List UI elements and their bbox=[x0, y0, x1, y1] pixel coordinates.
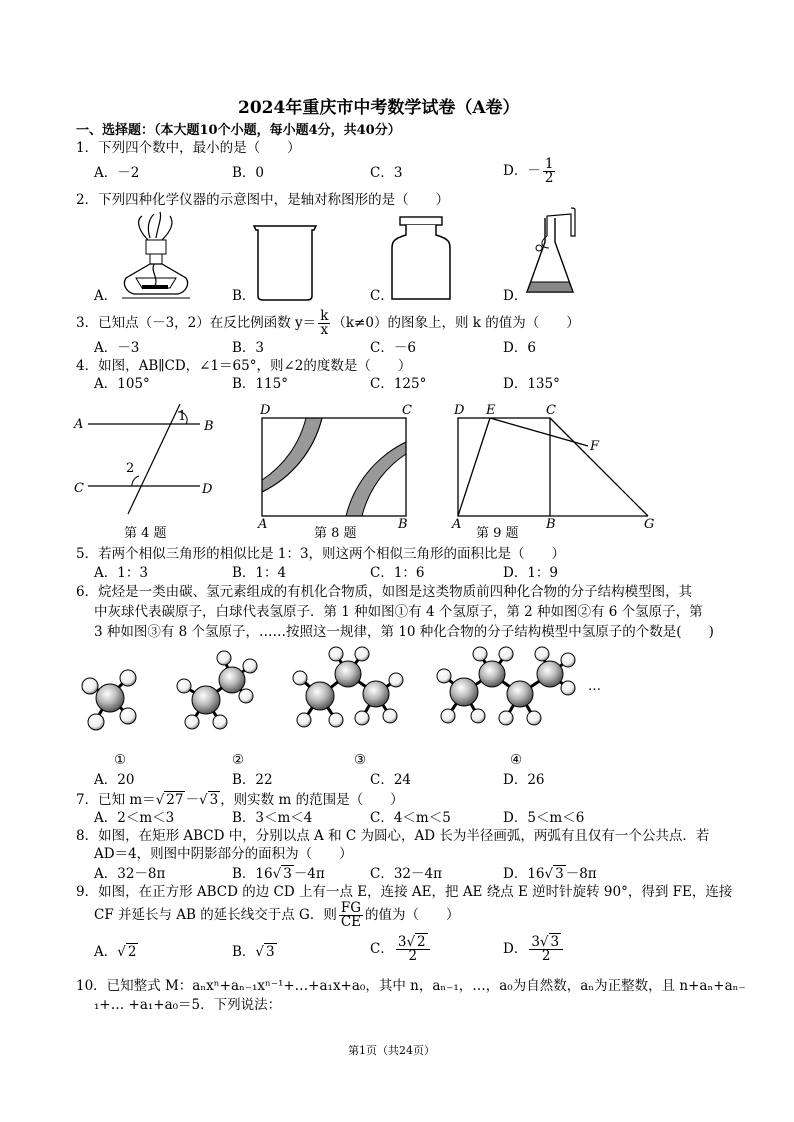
q7-option-a: A．2＜m＜3 bbox=[94, 810, 175, 826]
q9-d-den: 2 bbox=[541, 948, 551, 964]
q6-label-4: ④ bbox=[510, 752, 523, 768]
q9-c-pre: C． bbox=[370, 941, 394, 957]
q6-line-3: 3 种如图③有 8 个氢原子，……按照这一规律，第 10 种化合物的分子结构模型中氢原子的个数是( ) bbox=[94, 624, 714, 640]
q5-option-a: A．1：3 bbox=[94, 565, 148, 581]
q7-stem: 7．已知 m＝√ 27 －√ 3 ，则实数 m 的范围是（ ） bbox=[76, 792, 404, 808]
q8-option-c: C．32－4π bbox=[370, 866, 442, 882]
q9-d-fraction: $\frac{3√ 3}{2}$ bbox=[529, 936, 563, 963]
q9-option-d bbox=[503, 936, 565, 963]
fig4-label-d: D bbox=[202, 482, 213, 497]
q1-stem: 1．下列四个数中，最小的是（ ） bbox=[76, 140, 301, 156]
q9-line-1: 9．如图，在正方形 ABCD 的边 CD 上有一点 E，连接 AE，把 AE 绕点 E 逆时针旋转 90°，得到 FE，连接 bbox=[76, 884, 733, 900]
fig9-label-a: A bbox=[452, 517, 462, 532]
q7-option-d: D．5＜m＜6 bbox=[503, 810, 585, 826]
q9-c-coef: 3 bbox=[397, 934, 407, 950]
q9-line-2 bbox=[94, 902, 460, 929]
conical-flask-figure bbox=[523, 208, 589, 300]
q3-option-b: B．3 bbox=[232, 340, 265, 356]
q9-c-den: 2 bbox=[408, 948, 418, 964]
q1-d-prefix: D．－ bbox=[503, 163, 541, 179]
fig4-label-a: A bbox=[74, 417, 84, 432]
q2-option-c: C． bbox=[370, 288, 394, 304]
q9-option-c bbox=[370, 936, 432, 963]
page-footer: 第1页（共24页） bbox=[348, 1044, 435, 1057]
q3-fraction bbox=[318, 310, 330, 337]
fig4-label-b: B bbox=[204, 419, 214, 434]
molecule-2 bbox=[177, 651, 257, 729]
q8-d-post: －8π bbox=[565, 866, 597, 882]
q7-root-3: 3 bbox=[209, 792, 219, 808]
section-heading: 一、选择题：（本大题10个小题，每小题4分，共40分） bbox=[76, 123, 401, 138]
q9-b-root: 3 bbox=[266, 944, 275, 960]
q3-option-c: C．－6 bbox=[370, 340, 416, 356]
q8-d-root: 3 bbox=[555, 866, 564, 882]
fig4-angle-2: 2 bbox=[126, 461, 135, 476]
q1-d-fraction bbox=[543, 158, 556, 185]
q1-d-num: 1 bbox=[544, 156, 554, 172]
q9-option-b: B．√ 3 bbox=[232, 944, 275, 960]
q6-option-d: D．26 bbox=[503, 772, 545, 788]
fig9-label-f: F bbox=[590, 439, 600, 454]
q7-option-c: C．4＜m＜5 bbox=[370, 810, 451, 826]
q9-d-coef: 3 bbox=[531, 934, 540, 950]
q6-label-3: ③ bbox=[354, 752, 367, 768]
q6-line-2: 中灰球代表碳原子，白球代表氢原子．第 1 种如图①有 4 个氢原子，第 2 种如图②有 6 个氢原子，第 bbox=[94, 604, 703, 620]
q1-d-den: 2 bbox=[544, 170, 554, 186]
q5-option-c: C．1：6 bbox=[370, 565, 425, 581]
q9-a-root: 2 bbox=[127, 944, 137, 960]
q3-option-d: D．6 bbox=[503, 340, 536, 356]
q9-d-pre: D． bbox=[503, 941, 528, 957]
molecule-4 bbox=[437, 647, 575, 725]
q9-line-2-post: 的值为（ ） bbox=[365, 907, 460, 923]
q8-option-d: D．16√ 3 －8π bbox=[503, 866, 597, 882]
q3-stem-pre: 3．已知点（－3，2）在反比例函数 y＝ bbox=[76, 315, 317, 331]
molecule-ellipsis: … bbox=[588, 679, 601, 694]
reagent-bottle-figure bbox=[388, 215, 454, 303]
fig9-label-b: B bbox=[546, 517, 556, 532]
q10-line-2: ₁+… +a₁+a₀＝5．下列说法： bbox=[94, 997, 282, 1013]
q8-line-1: 8．如图，在矩形 ABCD 中，分别以点 A 和 C 为圆心，AD 长为半径画弧，两弧有且仅有一个公共点．若 bbox=[76, 828, 710, 844]
q9-a-pre: A． bbox=[94, 944, 118, 960]
q2-option-d: D． bbox=[503, 288, 528, 304]
fig9-caption: 第 9 题 bbox=[476, 526, 519, 541]
q2-stem: 2．下列四种化学仪器的示意图中，是轴对称图形的是（ ） bbox=[76, 192, 450, 208]
q4-stem: 4．如图，AB∥CD，∠1＝65°，则∠2的度数是（ ） bbox=[76, 358, 412, 374]
q9-c-root: 2 bbox=[417, 934, 426, 950]
q9-d-root: 3 bbox=[550, 934, 560, 950]
q1-option-a: A．－2 bbox=[94, 165, 140, 181]
q10-line-1: 10．已知整式 M：aₙxⁿ+aₙ₋₁xⁿ⁻¹+…+a₁x+a₀，其中 n，aₙ₋₁，…，a₀为自然数，aₙ为正整数，且 n+aₙ+aₙ₋ bbox=[76, 978, 746, 994]
q3-frac-den: x bbox=[320, 322, 329, 338]
q8-b-pre: B．16 bbox=[232, 866, 273, 882]
fig9-label-c: C bbox=[546, 403, 556, 418]
q2-option-a: A． bbox=[94, 288, 118, 304]
q1-option-b: B．0 bbox=[232, 165, 265, 181]
q8-line-2: AD＝4，则图中阴影部分的面积为（ ） bbox=[94, 846, 353, 862]
q6-label-1: ① bbox=[114, 752, 127, 768]
fig8-label-a: A bbox=[258, 517, 268, 532]
fig4-caption: 第 4 题 bbox=[124, 526, 167, 541]
q3-frac-num: k bbox=[320, 308, 329, 324]
q1-option-c: C．3 bbox=[370, 165, 403, 181]
q6-option-a: A．20 bbox=[94, 772, 135, 788]
q3-option-a: A．－3 bbox=[94, 340, 140, 356]
fig8-label-b: B bbox=[398, 517, 408, 532]
q5-option-b: B．1：4 bbox=[232, 565, 287, 581]
q9-c-fraction: $\frac{3√ 2}{2}$ bbox=[396, 936, 430, 963]
q9-fraction bbox=[339, 902, 363, 929]
fig8-caption: 第 8 题 bbox=[314, 526, 357, 541]
q2-option-b: B． bbox=[232, 288, 256, 304]
q7-option-b: B．3＜m＜4 bbox=[232, 810, 313, 826]
q6-line-1: 6．烷烃是一类由碳、氢元素组成的有机化合物质，如图是这类物质前四种化合物的分子结构模型图，其 bbox=[76, 584, 693, 600]
q5-option-d: D．1：9 bbox=[503, 565, 559, 581]
q9-b-pre: B． bbox=[232, 944, 256, 960]
fig4-angle-1: 1 bbox=[178, 409, 187, 424]
q4-option-c: C．125° bbox=[370, 376, 427, 392]
q8-option-a: A．32－8π bbox=[94, 866, 166, 882]
page-title: 2024年重庆市中考数学试卷（A卷） bbox=[238, 98, 520, 118]
fig9-label-d: D bbox=[454, 403, 465, 418]
q6-option-b: B．22 bbox=[232, 772, 273, 788]
q8-b-root: 3 bbox=[283, 866, 292, 882]
q9-line-2-pre: CF 并延长与 AB 的延长线交于点 G．则 bbox=[94, 907, 337, 923]
fig9-label-e: E bbox=[486, 403, 496, 418]
figure-8-rectangle-arcs bbox=[256, 402, 416, 532]
q8-b-post: －4π bbox=[293, 866, 325, 882]
alcohol-lamp-figure bbox=[116, 212, 196, 302]
q3-stem-post: （k≠0）的图象上，则 k 的值为（ ） bbox=[332, 315, 580, 331]
q4-option-d: D．135° bbox=[503, 376, 560, 392]
q7-stem-pre: 7．已知 m＝ bbox=[76, 792, 156, 808]
q9-option-a: A．√ 2 bbox=[94, 944, 137, 960]
q8-d-pre: D．16 bbox=[503, 866, 545, 882]
q9-frac-den: CE bbox=[340, 914, 362, 930]
molecule-models-figure bbox=[74, 646, 614, 746]
q6-label-2: ② bbox=[232, 752, 245, 768]
q7-stem-post: ，则实数 m 的范围是（ ） bbox=[220, 792, 404, 808]
figure-4-parallel-lines bbox=[74, 404, 224, 514]
q3-stem bbox=[76, 310, 580, 337]
beaker-figure bbox=[250, 222, 320, 302]
fig4-label-c: C bbox=[74, 481, 84, 496]
q4-option-a: A．105° bbox=[94, 376, 150, 392]
molecule-3 bbox=[293, 647, 403, 727]
q7-root-27: 27 bbox=[166, 792, 184, 808]
q6-option-c: C．24 bbox=[370, 772, 412, 788]
figure-9-square-rotation bbox=[452, 402, 662, 532]
q4-option-b: B．115° bbox=[232, 376, 288, 392]
q8-option-b: B．16√ 3 －4π bbox=[232, 866, 325, 882]
q1-option-d bbox=[503, 158, 557, 185]
fig8-label-d: D bbox=[260, 403, 271, 418]
molecule-1 bbox=[82, 670, 136, 730]
q5-stem: 5．若两个相似三角形的相似比是 1：3，则这两个相似三角形的面积比是（ ） bbox=[76, 546, 566, 562]
q9-frac-num: FG bbox=[339, 902, 363, 916]
q7-minus: － bbox=[185, 792, 199, 808]
fig8-label-c: C bbox=[402, 403, 412, 418]
fig9-label-g: G bbox=[644, 517, 655, 532]
